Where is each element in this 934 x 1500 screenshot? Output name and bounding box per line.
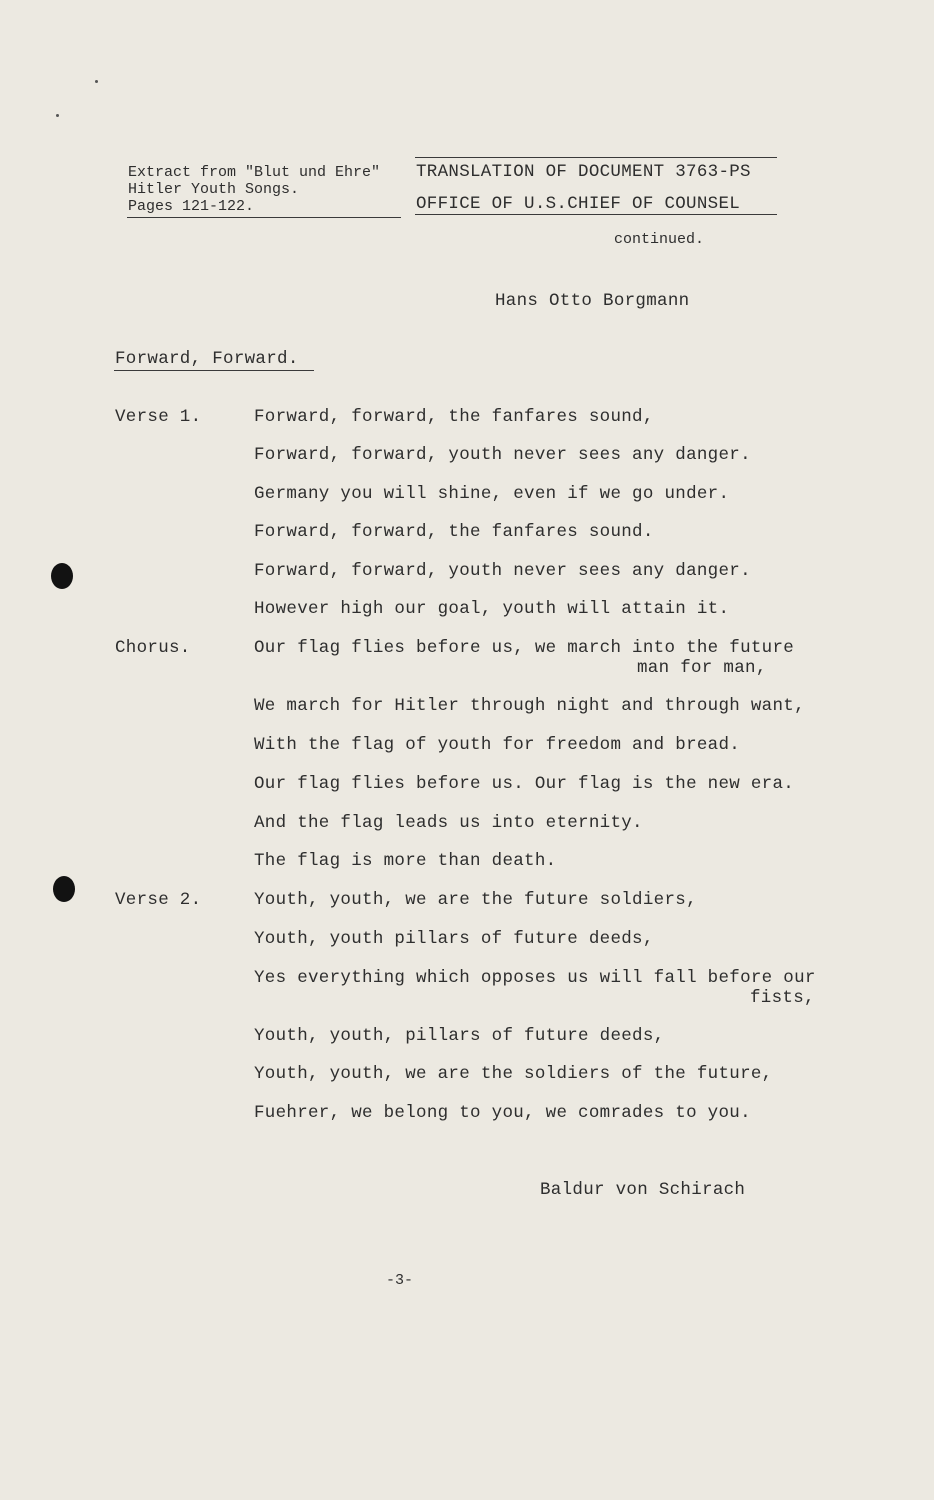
song-title-underline	[114, 370, 314, 371]
verse-2-label: Verse 2.	[115, 890, 202, 910]
continued-note: continued.	[614, 231, 705, 248]
document-title: TRANSLATION OF DOCUMENT 3763-PS	[416, 162, 751, 182]
chorus-label: Chorus.	[115, 638, 191, 658]
verse-line: Youth, youth pillars of future deeds,	[254, 929, 654, 949]
chorus-line: We march for Hitler through night and through want,	[254, 696, 805, 716]
header-top-rule	[415, 157, 777, 158]
chorus-line: With the flag of youth for freedom and bread.	[254, 735, 741, 755]
verse-line: Forward, forward, youth never sees any danger.	[254, 561, 751, 581]
source-line-2: Hitler Youth Songs.	[128, 181, 300, 198]
song-title: Forward, Forward.	[115, 349, 299, 369]
chorus-line-continued: man for man,	[637, 658, 767, 678]
verse-line: Forward, forward, the fanfares sound,	[254, 407, 654, 427]
verse-line: Forward, forward, youth never sees any danger.	[254, 445, 751, 465]
verse-line: Youth, youth, we are the soldiers of the future,	[254, 1064, 773, 1084]
speck	[56, 114, 59, 117]
verse-1-label: Verse 1.	[115, 407, 202, 427]
page-number: -3-	[386, 1272, 414, 1289]
verse-line: Forward, forward, the fanfares sound.	[254, 522, 654, 542]
office-line: OFFICE OF U.S.CHIEF OF COUNSEL	[416, 194, 741, 214]
punch-hole	[53, 876, 75, 902]
chorus-line: Our flag flies before us. Our flag is the new era.	[254, 774, 795, 794]
song-author: Hans Otto Borgmann	[495, 291, 690, 311]
verse-line: However high our goal, youth will attain it.	[254, 599, 730, 619]
chorus-line: Our flag flies before us, we march into the future	[254, 638, 795, 658]
verse-line: Youth, youth, pillars of future deeds,	[254, 1026, 665, 1046]
verse-line-continued: fists,	[750, 988, 815, 1008]
punch-hole	[51, 563, 73, 589]
speck	[95, 80, 98, 83]
verse-line: Fuehrer, we belong to you, we comrades to you.	[254, 1103, 751, 1123]
source-line-1: Extract from "Blut und Ehre"	[128, 164, 381, 181]
verse-line: Germany you will shine, even if we go under.	[254, 484, 730, 504]
verse-line: Yes everything which opposes us will fall before our	[254, 968, 816, 988]
source-underline	[127, 217, 401, 218]
chorus-line: And the flag leads us into eternity.	[254, 813, 643, 833]
chorus-line: The flag is more than death.	[254, 851, 557, 871]
next-song-author: Baldur von Schirach	[540, 1180, 746, 1200]
header-underline	[415, 214, 777, 215]
source-line-3: Pages 121-122.	[128, 198, 255, 215]
verse-line: Youth, youth, we are the future soldiers,	[254, 890, 697, 910]
